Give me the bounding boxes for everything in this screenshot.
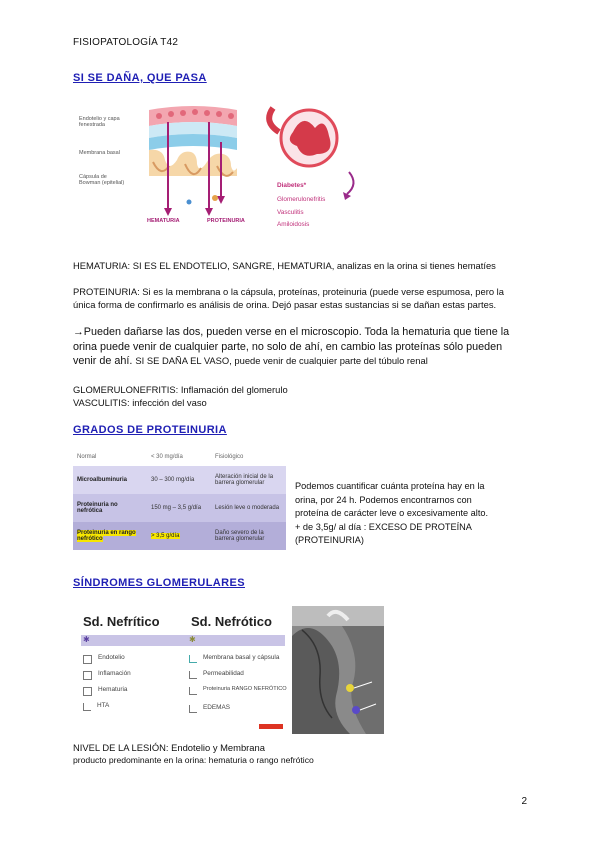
table-cell: Fisiológico (211, 448, 286, 466)
paragraph-both-damage-main: →Pueden dañarse las dos, pueden verse en el microscopio. Toda la hematuria que tiene la orina puede venir de cualquier parte, no solo de ahí, en cambio las proteínas sólo pueden venir de ahí. (73, 326, 510, 367)
micrograph-image (292, 606, 384, 734)
section-title-damage: SI SE DAÑA, QUE PASA (73, 72, 207, 84)
list-item: Permeabilidad (189, 670, 289, 686)
text-line: + de 3,5g/ al día : EXCESO DE PROTEÍNA (295, 521, 472, 532)
nephritic-title: Sd. Nefrítico (83, 614, 160, 629)
page-number: 2 (521, 796, 527, 807)
checkbox-icon (83, 703, 91, 711)
highlight-nephrotic: Proteinuria en rango nefrótico (77, 530, 136, 542)
checkbox-icon (83, 687, 92, 696)
disease-list (277, 194, 325, 232)
checkbox-icon (83, 671, 92, 680)
list-item: Inflamación (83, 670, 183, 686)
section-title-syndromes: SÍNDROMES GLOMERULARES (73, 577, 245, 589)
section-title-proteinuria-grades: GRADOS DE PROTEINURIA (73, 424, 227, 436)
text-line: proteína de carácter leve o excesivamente alto. (295, 508, 489, 518)
proteinuria-table (73, 448, 286, 550)
list-item: EDEMAS (189, 704, 289, 718)
filtration-barrier-figure (73, 102, 373, 234)
text-line: Podemos cuantificar cuánta proteína hay en la (295, 481, 485, 491)
table-cell: Normal (73, 448, 147, 466)
checkbox-icon (189, 655, 197, 663)
list-item: Hematuria (83, 686, 183, 702)
table-cell: 30 – 300 mg/día (151, 477, 195, 483)
paragraph-proteinuria: PROTEINURIA: Si es la membrana o la cápsula, proteínas, proteinuria (puede verse espumosa, pero la única forma de confirmarlo es análisis de orina. Dejó pasar estas sustancias si se dañan estas partes. (73, 286, 504, 310)
table-row (73, 494, 286, 522)
table-row (73, 522, 286, 550)
label-hematuria: HEMATURIA (147, 218, 180, 224)
disease-item: Glomerulonefritis (277, 196, 326, 203)
nephrotic-title: Sd. Nefrótico (191, 614, 272, 629)
urine-product-text: producto predominante en la orina: hematuria o rango nefrótico (73, 755, 314, 765)
paragraph-both-damage (73, 325, 528, 369)
definition-glomerulonephritis: GLOMERULONEFRITIS: Inflamación del glomerulo (73, 384, 288, 395)
paragraph-hematuria: HEMATURIA: SI ES EL ENDOTELIO, SANGRE, HEMATURIA, analizas en la orina si tienes hematíes (73, 260, 496, 271)
table-cell: Lesión leve o moderada (215, 505, 280, 511)
table-cell: Alteración inicial de la barrera glomerular (215, 474, 274, 486)
table-cell: Proteinuria no nefrótica (77, 502, 118, 514)
lesion-level-text: NIVEL DE LA LESIÓN: Endotelio y Membrana (73, 742, 265, 753)
checkbox-icon (189, 671, 197, 679)
nephrotic-list (189, 654, 289, 718)
table-header-row (73, 448, 286, 466)
checkbox-icon (189, 705, 197, 713)
table-cell (147, 522, 211, 550)
label-endothelium: Endotelio y capa fenestrada (79, 116, 120, 128)
proteinuria-table-wrapper (73, 448, 286, 550)
page-header: FISIOPATOLOGÍA T42 (73, 37, 179, 48)
table-cell: Microalbuminuria (77, 477, 128, 483)
disease-item: Vasculitis (277, 208, 304, 216)
nephritic-list (83, 654, 183, 718)
cell-icon: ✱ (83, 635, 90, 644)
logo-mark (259, 724, 283, 729)
purple-bar (81, 635, 285, 646)
list-item: Proteinuria RANGO NEFRÓTICO (189, 686, 289, 704)
checkbox-icon (83, 655, 92, 664)
disease-item: Amiloidosis (277, 221, 310, 228)
text-line: (PROTEINURIA) (295, 535, 364, 545)
proteinuria-explanation (295, 480, 535, 548)
text-line: orina, por 24 h. Podemos encontrarnos con (295, 494, 472, 505)
table-cell (73, 522, 147, 550)
table-cell: 150 mg – 3,5 g/día (151, 505, 202, 511)
definition-vasculitis: VASCULITIS: infección del vaso (73, 397, 207, 408)
list-item: Membrana basal y cápsula (189, 654, 289, 670)
checkbox-icon (189, 687, 197, 695)
table-cell: < 30 mg/día (147, 448, 211, 466)
label-basal-membrane: Membrana basal (79, 150, 120, 156)
micrograph-svg (292, 606, 384, 734)
list-item: HTA (83, 702, 183, 718)
table-row (73, 466, 286, 494)
syndromes-panel (73, 606, 290, 732)
list-item: Endotelio (83, 654, 183, 670)
label-bowman: Cápsula de Bowman (epitelial) (79, 174, 125, 186)
label-proteinuria: PROTEINURIA (207, 218, 245, 224)
paragraph-vessel-note: SI SE DAÑA EL VASO, puede venir de cualquier parte del túbulo renal (135, 355, 428, 366)
table-cell: Daño severo de la barrera glomerular (215, 530, 265, 542)
highlight-value: > 3,5 g/día (151, 533, 180, 539)
disease-list-title: Diabetes* (277, 182, 307, 189)
cell-icon: ✱ (189, 635, 196, 644)
